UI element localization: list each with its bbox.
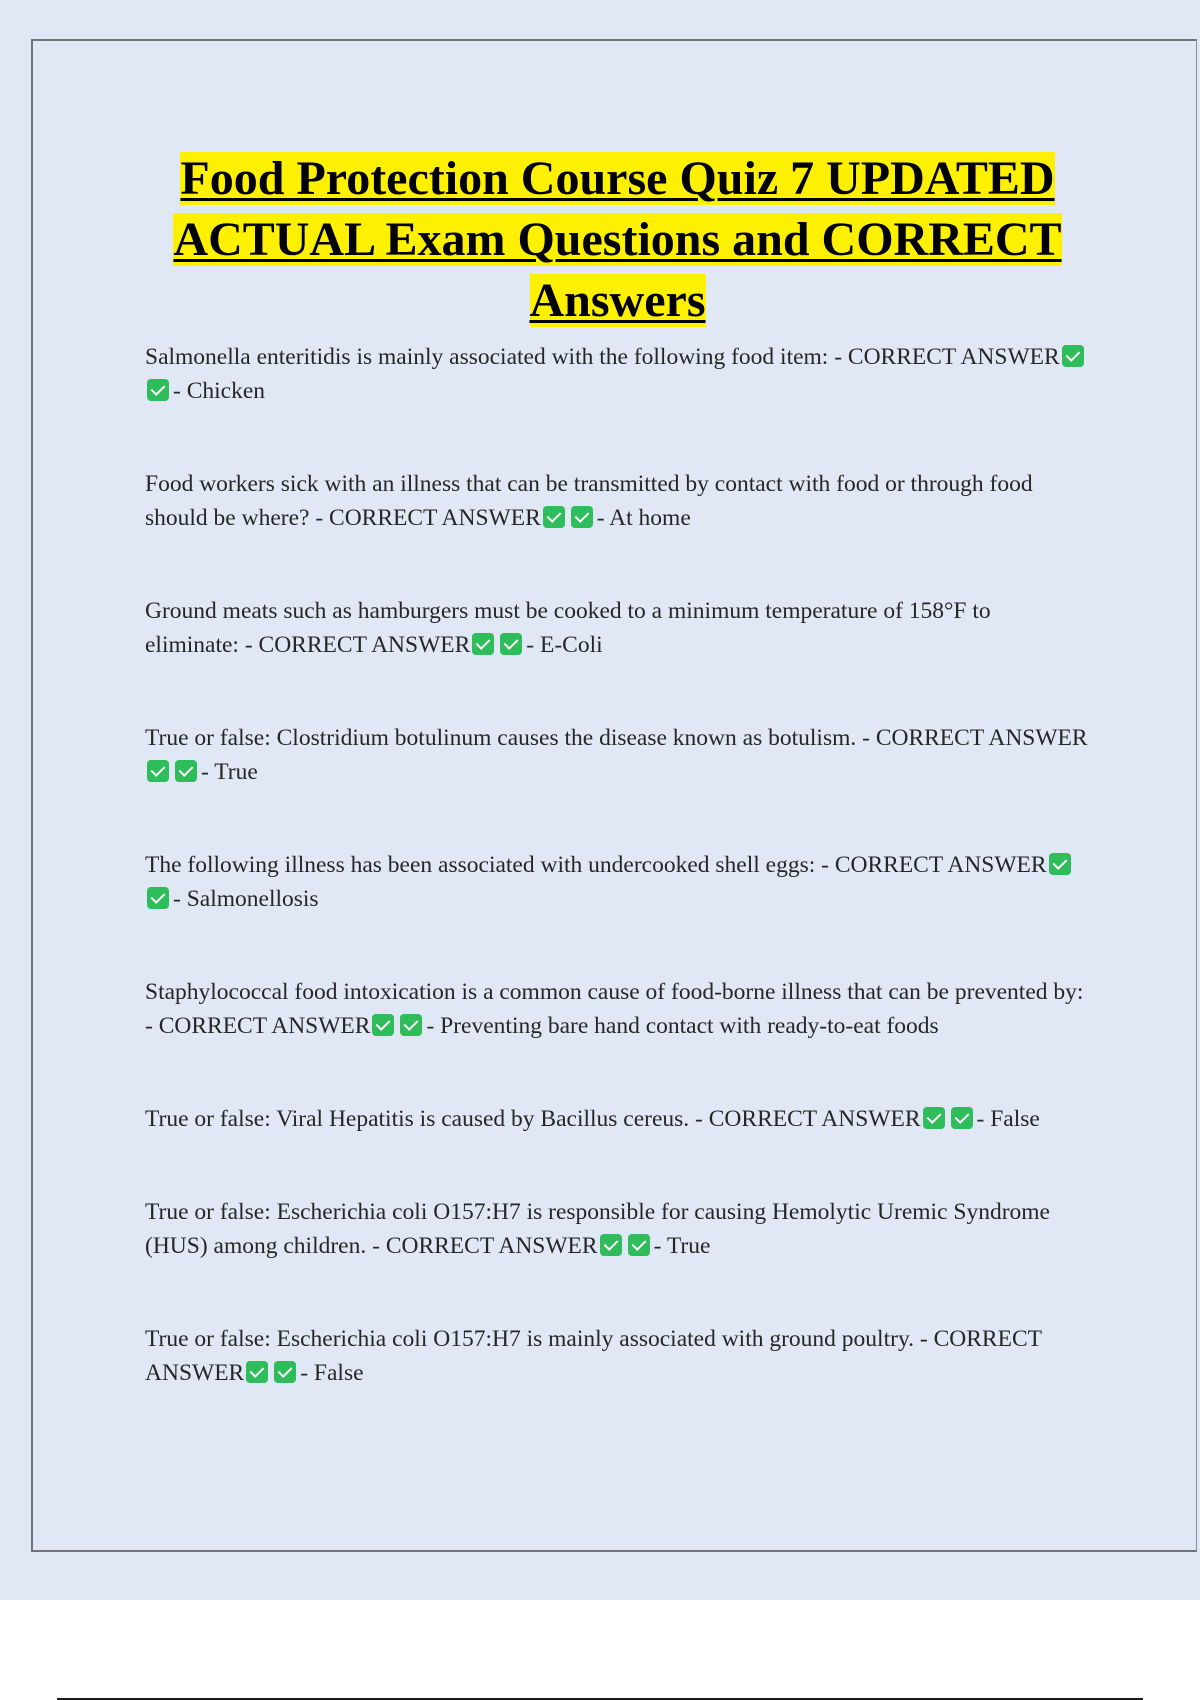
answer-text: - Preventing bare hand contact with ready-to-eat foods bbox=[426, 1013, 939, 1039]
qa-item bbox=[145, 721, 1090, 789]
qa-item bbox=[145, 1322, 1090, 1390]
qa-item bbox=[145, 1102, 1090, 1136]
check-mark-icon bbox=[147, 379, 169, 401]
check-mark-icon bbox=[571, 506, 593, 528]
answer-text: - Chicken bbox=[173, 378, 266, 404]
check-mark-icon bbox=[246, 1361, 268, 1383]
qa-item bbox=[145, 467, 1090, 535]
document-title bbox=[100, 148, 1135, 331]
qa-item bbox=[145, 340, 1090, 408]
check-mark-icon bbox=[500, 633, 522, 655]
check-mark-icon bbox=[600, 1234, 622, 1256]
check-mark-icon bbox=[472, 633, 494, 655]
question-text: Food workers sick with an illness that can be transmitted by contact with food or through food should be where? - CORRECT ANSWER bbox=[145, 471, 1033, 531]
check-mark-icon bbox=[147, 760, 169, 782]
qa-item bbox=[145, 975, 1090, 1043]
check-mark-icon bbox=[628, 1234, 650, 1256]
question-text: Salmonella enteritidis is mainly associated with the following food item: - CORRECT ANSWER bbox=[145, 344, 1060, 370]
question-text: Staphylococcal food intoxication is a common cause of food-borne illness that can be prevented by: - CORRECT ANSWER bbox=[145, 979, 1084, 1039]
check-mark-icon bbox=[543, 506, 565, 528]
answer-text: - True bbox=[653, 1233, 711, 1259]
qa-item bbox=[145, 1195, 1090, 1263]
answer-text: - False bbox=[976, 1106, 1040, 1132]
check-mark-icon bbox=[274, 1361, 296, 1383]
question-text: True or false: Clostridium botulinum causes the disease known as botulism. - CORRECT ANSWER bbox=[145, 725, 1088, 751]
question-text: True or false: Escherichia coli O157:H7 is mainly associated with ground poultry. - CORRECT ANSWER bbox=[145, 1326, 1042, 1386]
question-text: Ground meats such as hamburgers must be cooked to a minimum temperature of 158°F to eliminate: - CORRECT ANSWER bbox=[145, 598, 991, 658]
check-mark-icon bbox=[400, 1014, 422, 1036]
answer-text: - E-Coli bbox=[526, 632, 603, 658]
qa-list bbox=[145, 340, 1090, 1449]
check-mark-icon bbox=[1062, 345, 1084, 367]
qa-item bbox=[145, 848, 1090, 916]
check-mark-icon bbox=[175, 760, 197, 782]
question-text: True or false: Escherichia coli O157:H7 is responsible for causing Hemolytic Uremic Syndrome (HUS) among children. - CORRECT ANSWER bbox=[145, 1199, 1050, 1259]
document-title-text: Food Protection Course Quiz 7 UPDATED ACTUAL Exam Questions and CORRECT Answers bbox=[173, 152, 1062, 327]
qa-item bbox=[145, 594, 1090, 662]
answer-text: - At home bbox=[596, 505, 691, 531]
question-text: True or false: Viral Hepatitis is caused by Bacillus cereus. - CORRECT ANSWER bbox=[145, 1106, 921, 1132]
check-mark-icon bbox=[372, 1014, 394, 1036]
question-text: The following illness has been associated with undercooked shell eggs: - CORRECT ANSWER bbox=[145, 852, 1047, 878]
check-mark-icon bbox=[951, 1107, 973, 1129]
answer-text: - False bbox=[300, 1360, 364, 1386]
answer-text: - Salmonellosis bbox=[173, 886, 319, 912]
answer-text: - True bbox=[201, 759, 258, 785]
check-mark-icon bbox=[1049, 853, 1071, 875]
check-mark-icon bbox=[147, 887, 169, 909]
check-mark-icon bbox=[923, 1107, 945, 1129]
